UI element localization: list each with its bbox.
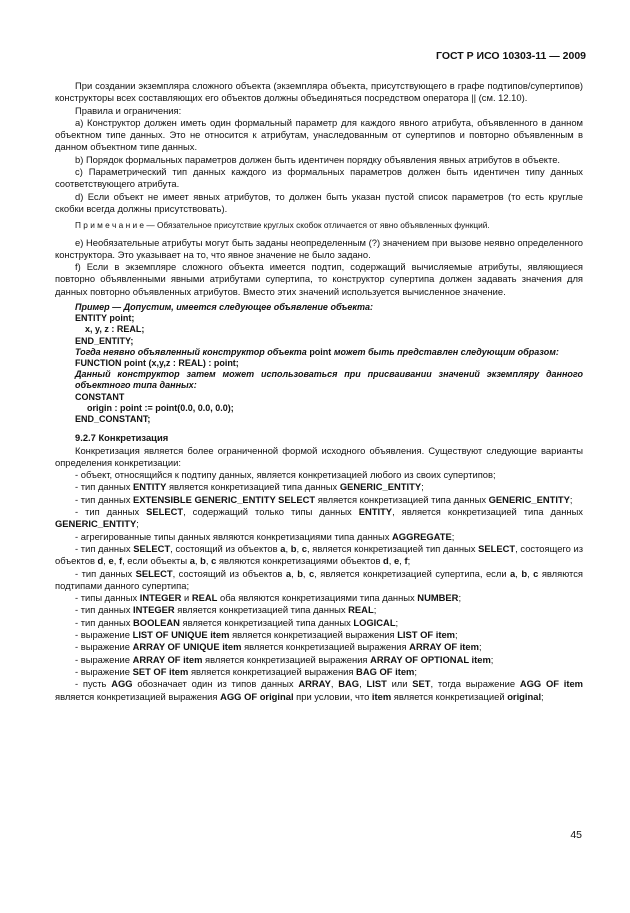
list-item: - тип данных SELECT, состоящий из объектов a, b, c, является конкретизацией тип данных SELECT, состоящего из объектов d, e, f, если объекты a, b, c являются конкретизациями объектов d, e, f; [55, 542, 584, 567]
rule-e: e) Необязательные атрибуты могут быть заданы неопределенным (?) значением при вызове неявно определенного конструктора. Это указывает на то, что явное значение не было задано. [55, 236, 583, 260]
code-line: origin : point := point(0.0, 0.0, 0.0); [87, 402, 234, 413]
list-item: - выражение ARRAY OF UNIQUE item является конкретизацией выражения ARRAY OF item; [75, 641, 482, 653]
code-line: ENTITY point; [75, 313, 135, 324]
rule-d: d) Если объект не имеет явных атрибутов, то должен быть указан пустой список параметров (то есть круглые скобки всегда должны присутствовать). [55, 190, 583, 214]
note-label: П р и м е ч а н и е [75, 220, 145, 231]
example-line: Данный конструктор затем может использоваться при присваивании значений экземпляру данного объектного типа данных: [75, 369, 583, 391]
page-content [55, 80, 583, 703]
list-item: - тип данных EXTENSIBLE GENERIC_ENTITY SELECT является конкретизацией типа данных GENERIC_ENTITY; [75, 493, 573, 505]
rule-b: b) Порядок формальных параметров должен быть идентичен порядку объявления явных атрибутов в объекте. [75, 153, 561, 165]
list-item: - выражение SET OF item является конкретизацией выражения BAG OF item; [75, 665, 417, 677]
code-line: END_CONSTANT; [75, 414, 151, 425]
example-line [55, 347, 583, 358]
section-title: 9.2.7 Конкретизация [75, 432, 169, 444]
rule-a: a) Конструктор должен иметь один формальный параметр для каждого явного атрибута, объявленного в данном объектном типе данных. Это не относится к атрибутам, унаследованным от супертипов и повторно объявленным в данном объектном типе данных. [55, 116, 583, 153]
list-item: - тип данных SELECT, состоящий из объектов a, b, c, является конкретизацией супертипа, если a, b, c являются подтипами данного супертипа; [55, 567, 583, 591]
code-line: CONSTANT [75, 391, 125, 402]
note-text: — Обязательное присутствие круглых скобок отличается от явно объявленных функций. [144, 220, 490, 231]
text: может быть представлен следующим образом: [331, 346, 559, 357]
code-line: FUNCTION point (x,y,z : REAL) : point; [75, 358, 239, 369]
list-item: - выражение LIST OF UNIQUE item является конкретизацией выражения LIST OF item; [75, 629, 458, 641]
page-number: 45 [570, 829, 582, 841]
code-line: END_ENTITY; [75, 335, 134, 346]
list-item: - агрегированные типы данных являются конкретизациями типа данных AGGREGATE; [75, 530, 455, 542]
list-item: - тип данных BOOLEAN является конкретизацией типа данных LOGICAL; [75, 616, 399, 628]
code-line: x, y, z : REAL; [85, 324, 145, 335]
example-block [55, 302, 583, 425]
note [55, 219, 583, 231]
rule-f: f) Если в экземпляре сложного объекта имеется подтип, содержащий вычисляемые атрибуты, являющиеся повторно объявленными явными атрибутами супертипа, то конструктор супертипа должен задавать значения для данных повторно объявленных атрибутов. Вместо этих значений используется вычисленное значение. [55, 261, 583, 297]
text: Тогда неявно объявленный конструктор объекта [75, 346, 310, 357]
list-item: - типы данных INTEGER и REAL оба являются конкретизациями типа данных NUMBER; [75, 592, 462, 604]
list-item: - тип данных ENTITY является конкретизацией типа данных GENERIC_ENTITY; [75, 481, 424, 493]
paragraph: Конкретизация является более ограниченной формой исходного объявления. Существуют следующие варианты определения конкретизации: [55, 444, 583, 468]
paragraph: Правила и ограничения: [75, 104, 182, 116]
list-item: - объект, относящийся к подтипу данных, является конкретизацией любого из своих супертипов; [75, 469, 496, 481]
list-item: - тип данных SELECT, содержащий только типы данных ENTITY, является конкретизацией типа данных GENERIC_ENTITY; [55, 506, 583, 530]
list-item: - тип данных INTEGER является конкретизацией типа данных REAL; [75, 604, 377, 616]
example-line: Пример — Допустим, имеется следующее объявление объекта: [75, 302, 373, 313]
code-word: point [309, 346, 332, 357]
list-item: - выражение ARRAY OF item является конкретизацией выражения ARRAY OF OPTIONAL item; [75, 653, 494, 665]
specialization-list [55, 469, 583, 703]
page-header: ГОСТ Р ИСО 10303-11 — 2009 [436, 50, 586, 62]
rule-c: c) Параметрический тип данных каждого из формальных параметров должен быть идентичен типу данных соответствующего атрибута. [55, 166, 583, 190]
list-item: - пусть AGG обозначает один из типов данных ARRAY, BAG, LIST или SET, тогда выражение AGG OF item является конкретизацией выражения AGG OF original при условии, что item является конкретизацией original; [55, 678, 584, 702]
paragraph: При создании экземпляра сложного объекта (экземпляра объекта, присутствующего в графе подтипов/супертипов) конструкторы всех составляющих его объектов должны объединяться посредством оператора || (см. 12.10). [55, 80, 583, 104]
